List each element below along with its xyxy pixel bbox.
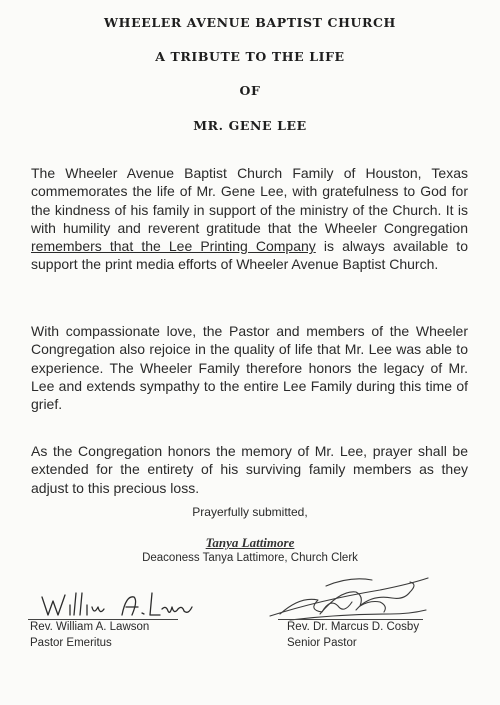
paragraph-commemoration-text-a: The Wheeler Avenue Baptist Church Family of Houston, Texas commemorates the life of Mr. Gene Lee, with gratefulness to God for the kindness of his family in support of the ministry of the Church. It is with humility and reverent gratitude that the Wheeler Congregation [31,165,468,236]
of-heading: OF [239,83,261,98]
paragraph-legacy: With compassionate love, the Pastor and members of the Wheeler Congregation also rejoice in the quality of life that Mr. Lee was able to experience. The Wheeler Family therefore honors the legacy of Mr. Lee and extends sympathy to the entire Lee Family during this time of grief. [31,323,468,413]
lawson-signature-image [38,587,198,621]
cosby-signature-line [278,619,423,620]
church-name-heading: WHEELER AVENUE BAPTIST CHURCH [104,15,396,30]
lawson-title: Pastor Emeritus [30,637,112,649]
lawson-name: Rev. William A. Lawson [30,621,150,633]
closing-submitted: Prayerfully submitted, [192,505,308,519]
honoree-heading: MR. GENE LEE [193,118,307,133]
clerk-signature: Tanya Lattimore [205,535,295,550]
clerk-name: Deaconess Tanya Lattimore, Church Clerk [142,552,358,564]
cosby-title: Senior Pastor [287,637,357,649]
cosby-name: Rev. Dr. Marcus D. Cosby [287,621,420,633]
paragraph-commemoration [31,164,468,274]
lawson-signature-line [28,619,178,620]
paragraph-prayer: As the Congregation honors the memory of Mr. Lee, prayer shall be extended for the entirety of his surviving family members as they adjust to this precious loss. [31,443,468,496]
tribute-heading: A TRIBUTE TO THE LIFE [155,49,345,64]
paragraph-commemoration-underlined: remembers that the Lee Printing Company [31,238,316,255]
paragraph-commemoration-text-b: is always available to support the print media efforts of Wheeler Avenue Baptist Church. [31,238,468,273]
